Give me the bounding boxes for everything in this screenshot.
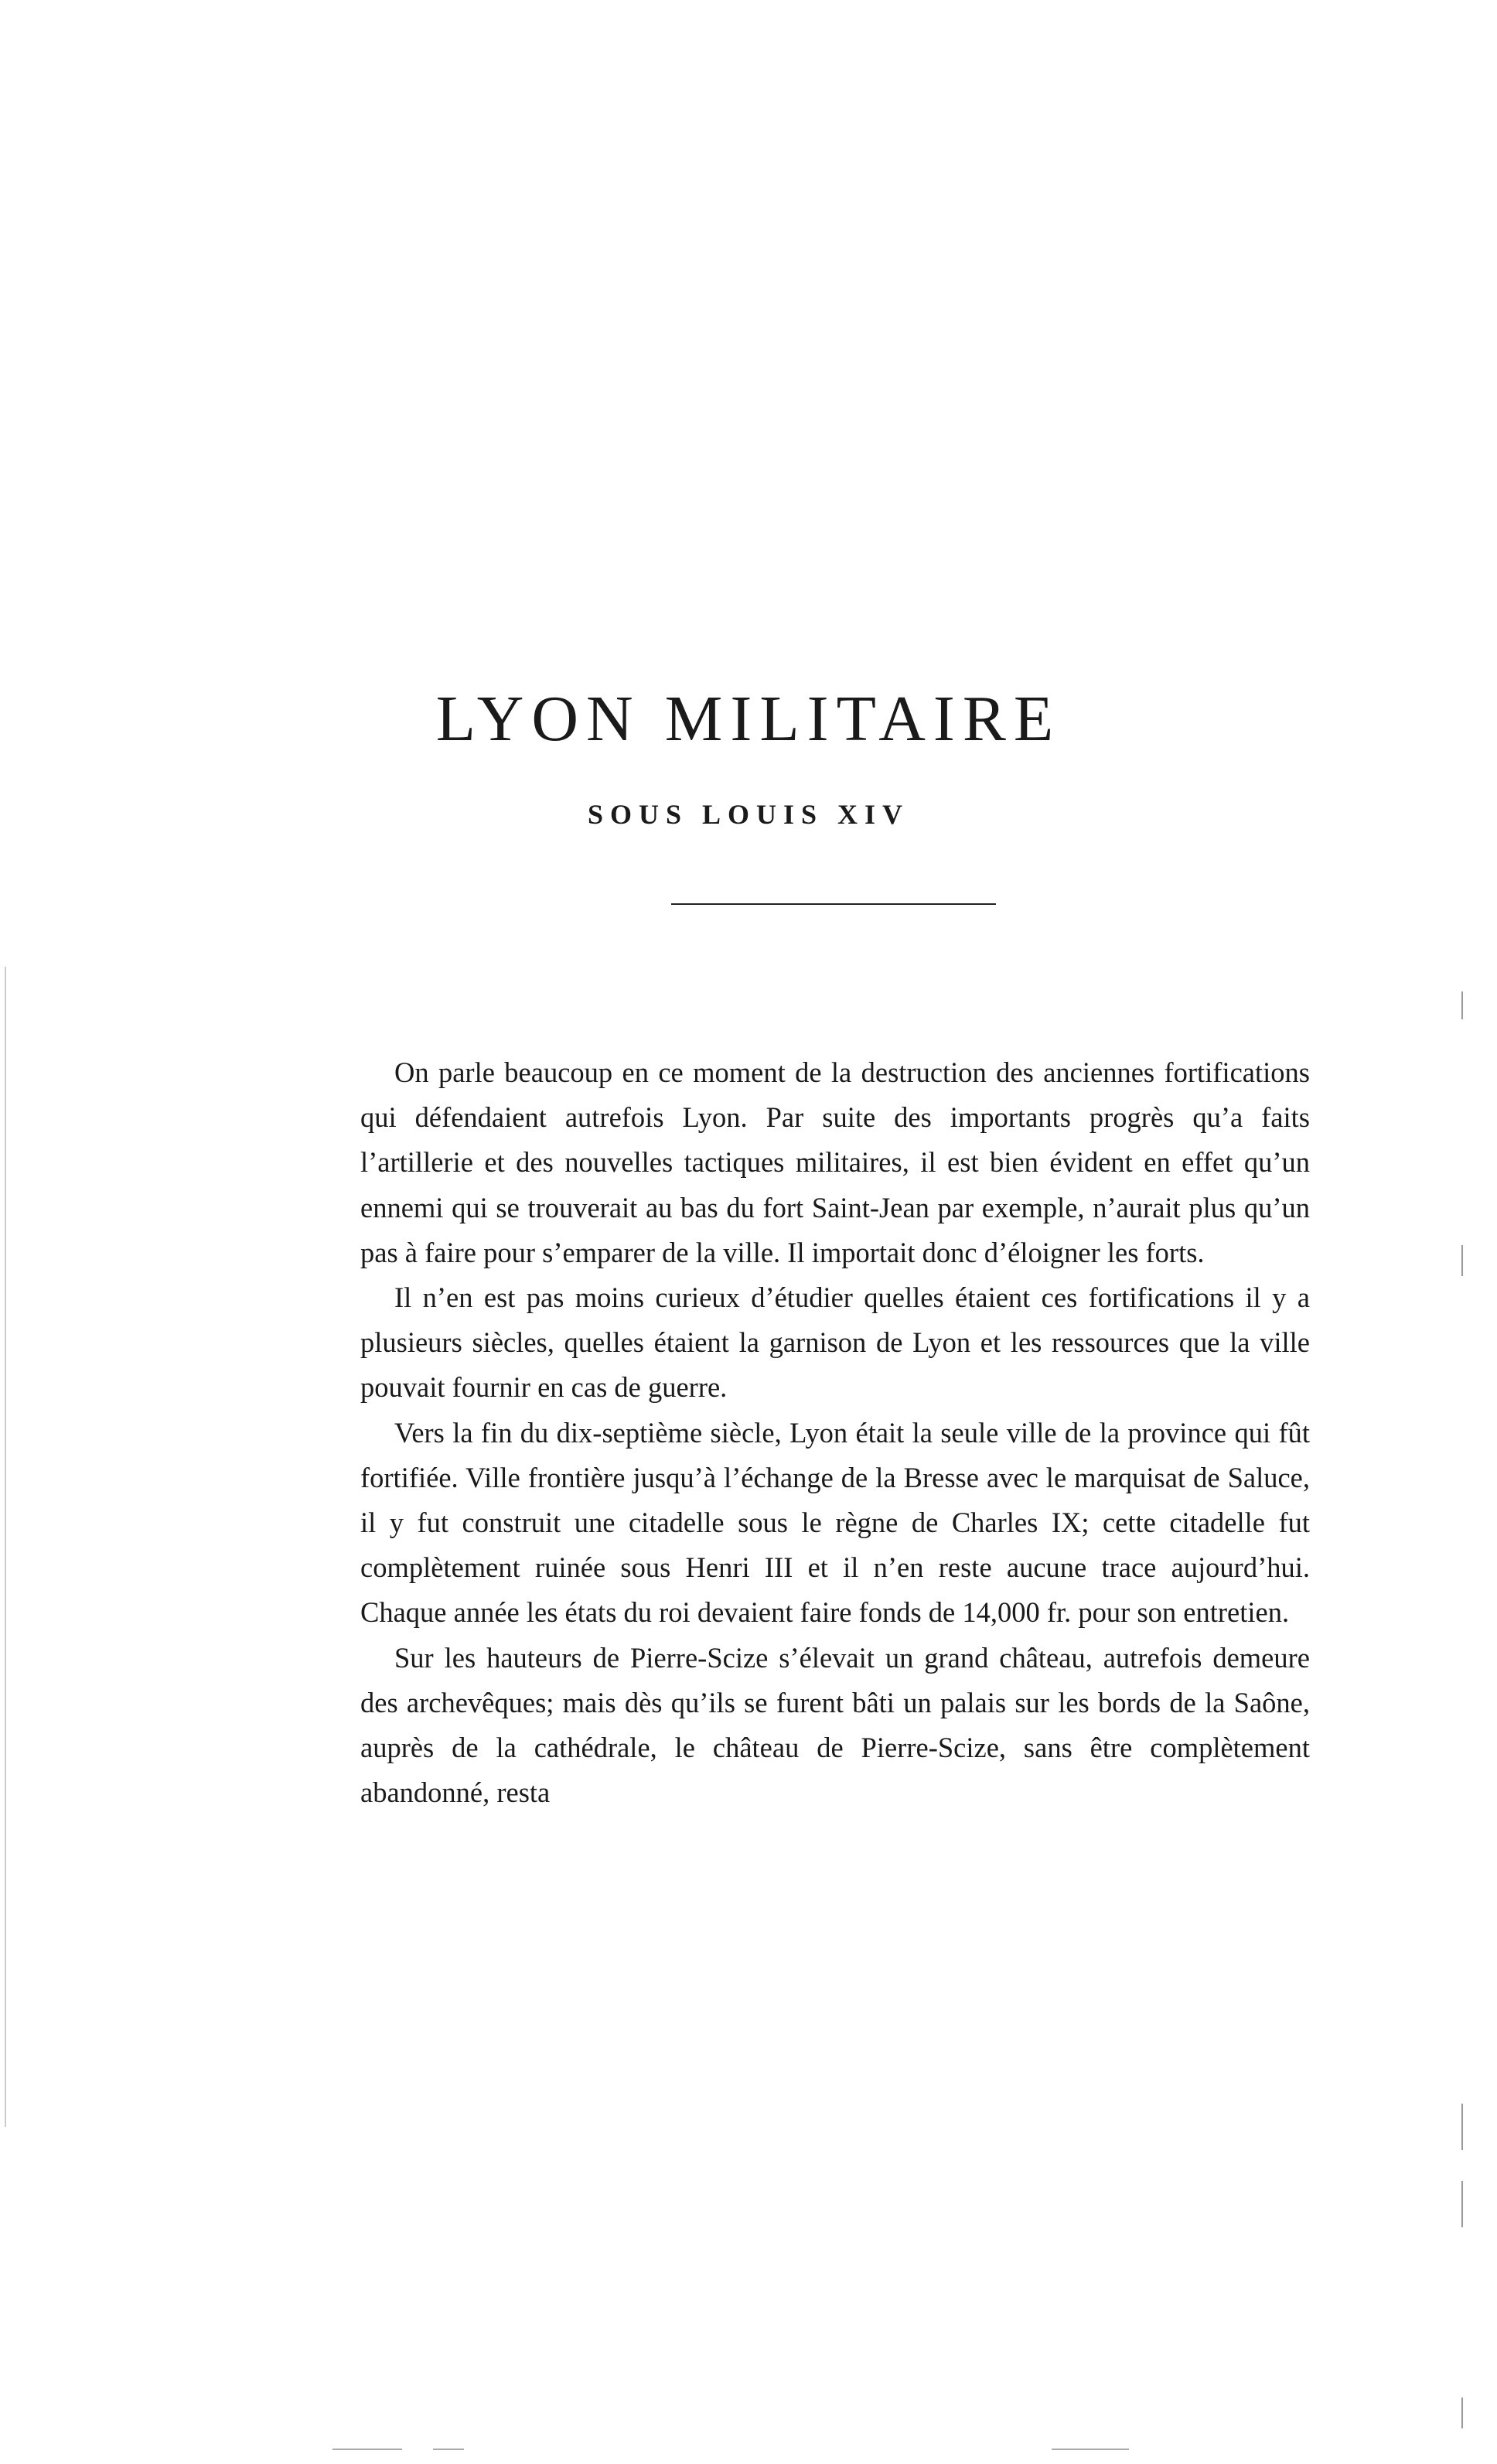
paragraph: Il n’en est pas moins curieux d’étudier quelles étaient ces fortifications il y a plusieurs siècles, quelles étaient la garnison de Lyon et les ressources que la ville pouvait fournir en cas de guerre. [360,1281,1310,1404]
body-text [360,1050,1310,1815]
page-subtitle: SOUS LOUIS XIV [587,799,910,830]
scan-artifact [1461,991,1463,1019]
scan-artifact [5,967,6,2127]
scan-artifact [1461,2181,1463,2227]
scan-artifact [1461,2397,1463,2428]
paragraph: Vers la fin du dix-septième siècle, Lyon était la seule ville de la province qui fût fortifiée. Ville frontière jusqu’à l’échange de la Bresse avec le marquisat de Saluce, il y fut construit une citadelle sous le règne de Charles IX; cette citadelle fut complètement ruinée sous Henri III et il n’en reste aucune trace aujourd’hui. Chaque année les états du roi devaient faire fonds de 14,000 fr. pour son entretien. [360,1416,1310,1629]
page-title: LYON MILITAIRE [435,683,1062,755]
scan-artifact [1461,2104,1463,2150]
paragraph: Sur les hauteurs de Pierre-Scize s’élevait un grand château, autrefois demeure des archevêques; mais dès qu’ils se furent bâti un palais sur les bords de la Saône, auprès de la cathédrale, le château de Pierre-Scize, sans être complètement abandonné, resta [360,1641,1310,1809]
paragraph: On parle beaucoup en ce moment de la destruction des anciennes fortifications qui défendaient autrefois Lyon. Par suite des importants progrès qu’a faits l’artillerie et des nouvelles tactiques militaires, il est bien évident en effet qu’un ennemi qui se trouverait au bas du fort Saint-Jean par exemple, n’aurait plus qu’un pas à faire pour s’emparer de la ville. Il importait donc d’éloigner les forts. [360,1056,1310,1268]
scan-artifact [332,2449,402,2450]
title-divider [671,903,996,905]
scan-artifact [1461,1245,1463,1276]
scan-artifact [433,2449,464,2450]
scan-artifact [1052,2449,1129,2450]
